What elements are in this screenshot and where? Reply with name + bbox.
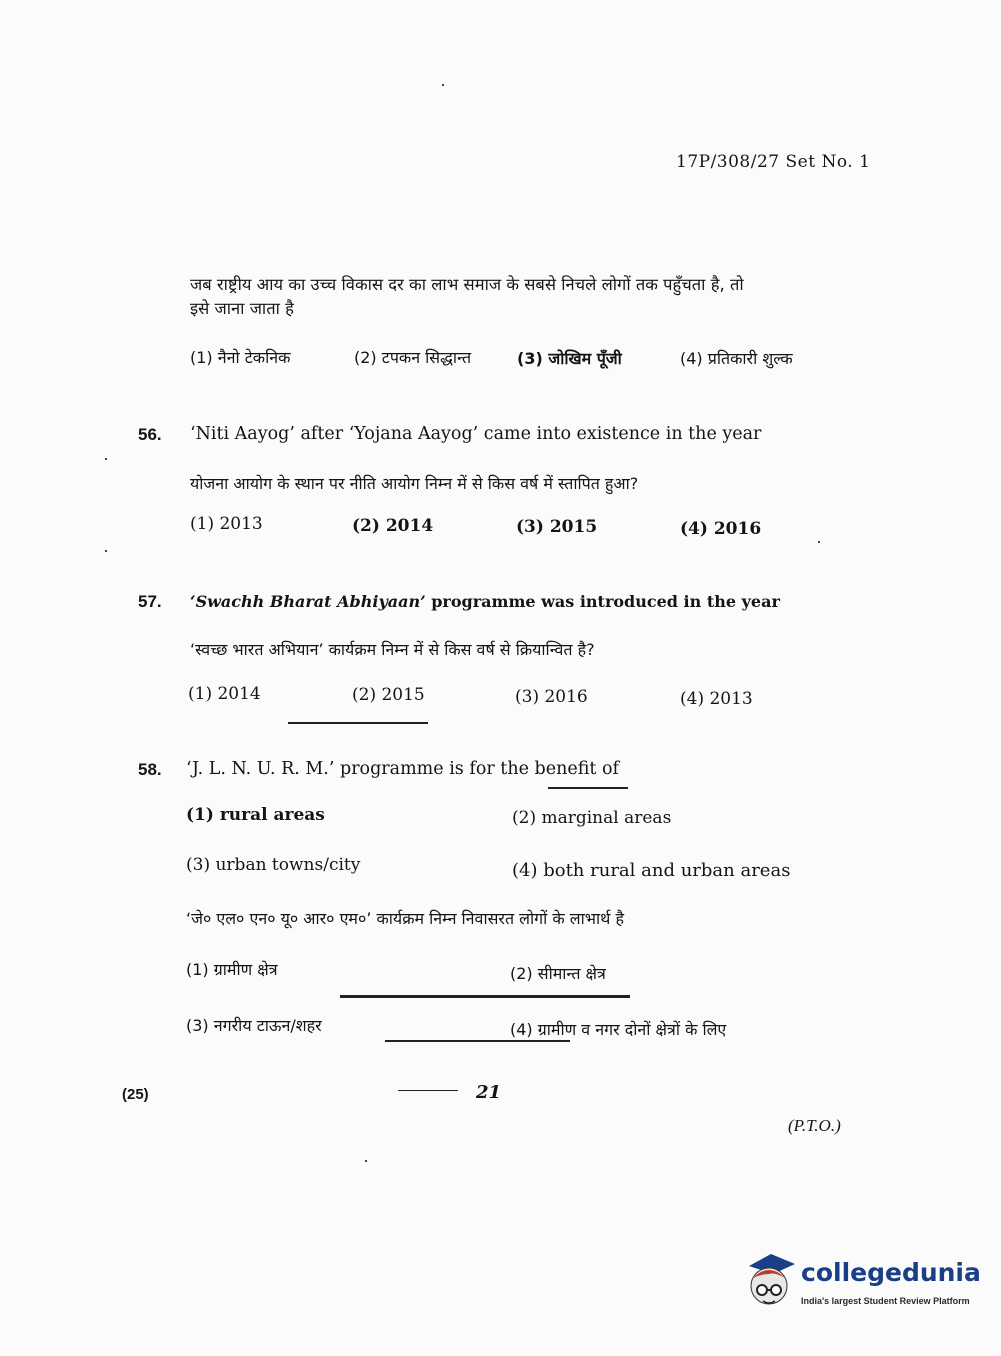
q58-number: 58.: [138, 760, 162, 779]
q56-option-4: (4) 2016: [680, 519, 762, 539]
watermark-tagline: India's largest Student Review Platform: [801, 1296, 970, 1306]
q56-text-en: ‘Niti Aayog’ after ‘Yojana Aayog’ came into existence in the year: [190, 424, 762, 444]
page-number: 21: [476, 1082, 502, 1103]
scan-dot: [105, 550, 107, 552]
footer-dash: [398, 1090, 458, 1091]
q57-text-en-italic: ‘Swachh Bharat Abhiyaan’: [190, 592, 426, 611]
q58-option-en-3: (3) urban towns/city: [186, 855, 361, 875]
q56-option-2: (2) 2014: [352, 516, 434, 536]
collegedunia-watermark: [745, 1252, 981, 1312]
q55-text-hi-line1: जब राष्ट्रीय आय का उच्च विकास दर का लाभ समाज के सबसे निचले लोगों तक पहुँचता है, तो: [190, 275, 744, 294]
q58-text-en: ‘J. L. N. U. R. M.’ programme is for the benefit of: [186, 759, 619, 779]
q58-option-hi-3: (3) नगरीय टाऊन/शहर: [186, 1016, 322, 1035]
pen-stroke: [340, 995, 630, 998]
q56-option-1: (1) 2013: [190, 514, 263, 534]
scan-dot: [365, 1160, 367, 1162]
q55-option-3: (3) जोखिम पूँजी: [517, 349, 622, 368]
q56-text-hi: योजना आयोग के स्थान पर नीति आयोग निम्न में से किस वर्ष में स्तापित हुआ?: [190, 474, 639, 493]
scan-dot: [105, 458, 107, 460]
q58-option-en-4: (4) both rural and urban areas: [512, 860, 791, 881]
q55-option-4: (4) प्रतिकारी शुल्क: [680, 349, 793, 368]
q56-number: 56.: [138, 425, 162, 444]
q56-option-3: (3) 2015: [516, 517, 598, 537]
q55-option-2: (2) टपकन सिद्धान्त: [354, 348, 472, 367]
footer-count: (25): [122, 1086, 149, 1103]
q57-option-1: (1) 2014: [188, 684, 261, 704]
q58-option-hi-4: (4) ग्रामीण व नगर दोनों क्षेत्रों के लिए: [510, 1020, 727, 1039]
pen-underline: [548, 787, 628, 789]
q58-option-hi-1: (1) ग्रामीण क्षेत्र: [186, 960, 278, 979]
paper-code: 17P/308/27 Set No. 1: [676, 152, 871, 172]
q57-text-hi: ‘स्वच्छ भारत अभियान’ कार्यक्रम निम्न में से किस वर्ष से क्रियान्वित है?: [190, 640, 595, 659]
pen-underline: [288, 722, 428, 724]
q57-text-en: [190, 592, 780, 611]
scan-dot: [818, 541, 820, 543]
q58-option-en-1: (1) rural areas: [186, 805, 325, 825]
q57-option-4: (4) 2013: [680, 689, 753, 709]
pen-underline: [385, 1040, 570, 1042]
q55-option-1: (1) नैनो टेकनिक: [190, 348, 291, 367]
q58-option-hi-2: (2) सीमान्त क्षेत्र: [510, 964, 606, 983]
q57-option-2: (2) 2015: [352, 685, 425, 705]
scan-dot: [442, 84, 444, 86]
mascot-icon: [745, 1252, 801, 1312]
pto-label: (P.T.O.): [788, 1116, 841, 1135]
q57-number: 57.: [138, 592, 162, 611]
q55-text-hi-line2: इसे जाना जाता है: [190, 299, 294, 318]
q57-option-3: (3) 2016: [515, 687, 588, 707]
q58-option-en-2: (2) marginal areas: [512, 808, 672, 828]
q58-text-hi: ‘जे० एल० एन० यू० आर० एम०’ कार्यक्रम निम्न निवासरत लोगों के लाभार्थ है: [186, 909, 624, 928]
watermark-brand: collegedunia: [801, 1258, 981, 1287]
q57-text-en-rest: programme was introduced in the year: [425, 592, 780, 611]
